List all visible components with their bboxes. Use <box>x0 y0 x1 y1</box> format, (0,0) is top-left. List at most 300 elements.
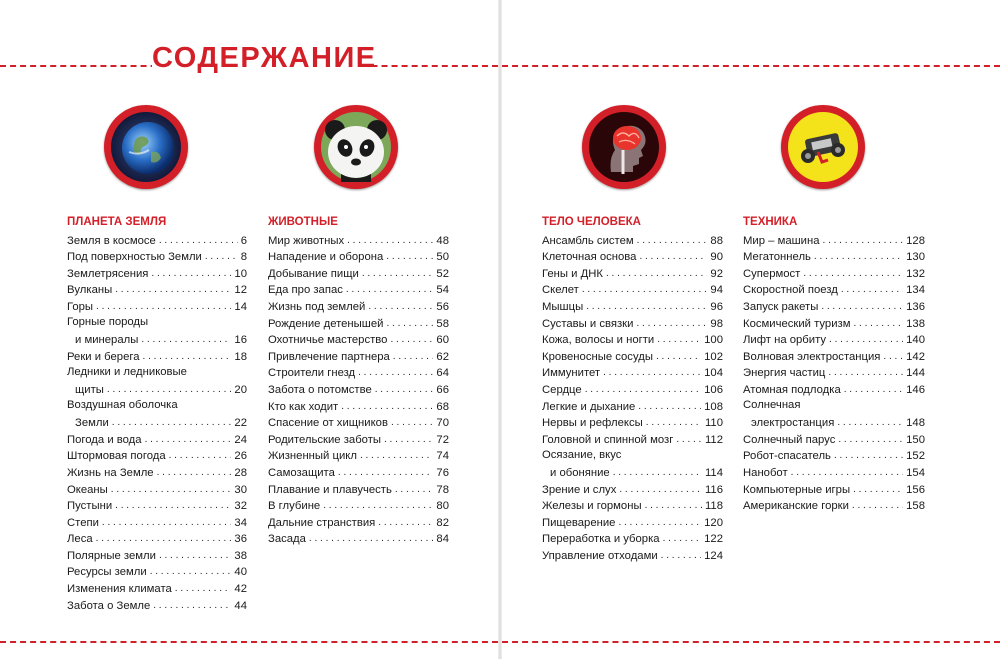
toc-entry <box>542 380 723 397</box>
leader-dots <box>378 516 433 530</box>
entry-title: Иммунитет <box>542 367 601 380</box>
entry-title: Самозащита <box>268 466 335 479</box>
leader-dots <box>112 416 232 430</box>
leader-dots <box>676 433 702 447</box>
leader-dots <box>205 250 238 264</box>
leader-dots <box>96 532 232 546</box>
page-number: 52 <box>436 267 449 280</box>
leader-dots <box>837 416 903 430</box>
toc-entry <box>67 364 247 397</box>
leader-dots <box>844 383 903 397</box>
page-number: 54 <box>436 284 449 297</box>
leader-dots <box>159 234 238 248</box>
leader-dots <box>107 383 232 397</box>
page-number: 68 <box>436 400 449 413</box>
page-number: 98 <box>710 317 723 330</box>
page-number: 114 <box>704 466 723 479</box>
page-number: 20 <box>234 383 247 396</box>
leader-dots <box>646 416 702 430</box>
page-number: 90 <box>710 251 723 264</box>
entry-title: Строители гнезд <box>268 367 356 380</box>
entry-title: Охотничье мастерство <box>268 334 388 347</box>
toc-entry <box>67 596 247 613</box>
entry-title: Плавание и плавучесть <box>268 483 392 496</box>
page-number: 104 <box>704 367 723 380</box>
page-number: 36 <box>234 533 247 546</box>
toc-entry <box>542 297 723 314</box>
leader-dots <box>390 333 433 347</box>
toc-entry <box>67 513 247 530</box>
page-number: 116 <box>704 483 723 496</box>
entry-title: Ресурсы земли <box>67 566 147 579</box>
entry-title: Леса <box>67 533 93 546</box>
toc-entry <box>268 380 449 397</box>
page-number: 152 <box>906 450 925 463</box>
toc-entry <box>743 264 925 281</box>
toc-entry <box>542 430 723 447</box>
entry-title: Ледники и ледниковые <box>67 365 187 378</box>
leader-dots <box>586 300 707 314</box>
page-title: СОДЕРЖАНИЕ <box>152 34 367 82</box>
entry-title: Энергия частиц <box>743 367 826 380</box>
leader-dots <box>368 300 433 314</box>
leader-dots <box>111 483 232 497</box>
entry-title: Солнечный парус <box>743 433 836 446</box>
toc-entry <box>743 314 925 331</box>
entry-title: Гены и ДНК <box>542 267 603 280</box>
entry-title-continued: и обоняние <box>550 466 610 479</box>
leader-dots <box>347 234 433 248</box>
leader-dots <box>656 350 701 364</box>
toc-entry <box>67 347 247 364</box>
toc-entry <box>743 497 925 514</box>
toc-entry <box>67 231 247 248</box>
toc-entry <box>542 281 723 298</box>
entry-title: Солнечная <box>743 398 801 411</box>
leader-dots <box>585 383 701 397</box>
leader-dots <box>618 516 701 530</box>
page-number: 34 <box>234 516 247 529</box>
toc-entry <box>743 364 925 381</box>
leader-dots <box>613 466 702 480</box>
page-number: 84 <box>436 533 449 546</box>
entry-title: Привлечение партнера <box>268 350 390 363</box>
page-number: 150 <box>906 433 925 446</box>
toc-entry <box>268 414 449 431</box>
page-number: 10 <box>234 267 247 280</box>
leader-dots <box>619 483 702 497</box>
page-number: 66 <box>436 383 449 396</box>
leader-dots <box>169 449 232 463</box>
page-number: 8 <box>240 251 247 264</box>
toc-entry <box>67 497 247 514</box>
toc-entry <box>268 347 449 364</box>
leader-dots <box>814 250 903 264</box>
leader-dots <box>606 267 707 281</box>
page-number: 38 <box>234 549 247 562</box>
page-number: 94 <box>710 284 723 297</box>
leader-dots <box>309 532 434 546</box>
toc-entry <box>542 513 723 530</box>
section-technology <box>743 215 925 513</box>
toc-entry <box>542 364 723 381</box>
entry-title: Лифт на орбиту <box>743 334 827 347</box>
leader-dots <box>603 366 701 380</box>
leader-dots <box>852 499 903 513</box>
toc-entry <box>268 430 449 447</box>
leader-dots <box>141 333 231 347</box>
leader-dots <box>638 400 701 414</box>
page-number: 44 <box>234 599 247 612</box>
entry-title: Переработка и уборка <box>542 533 660 546</box>
entry-title: Суставы и связки <box>542 317 634 330</box>
page-number: 64 <box>436 367 449 380</box>
header-dashed-line <box>0 65 1000 69</box>
page-number: 124 <box>704 549 723 562</box>
leader-dots <box>821 300 903 314</box>
toc-entry <box>268 364 449 381</box>
leader-dots <box>358 366 433 380</box>
toc-entry <box>268 264 449 281</box>
leader-dots <box>386 250 433 264</box>
entry-title: Засада <box>268 533 306 546</box>
leader-dots <box>838 433 903 447</box>
page-number: 154 <box>906 466 925 479</box>
entry-title: Американские горки <box>743 500 849 513</box>
toc-entry <box>268 497 449 514</box>
entry-title: Волновая электростанция <box>743 350 881 363</box>
entry-title: Добывание пищи <box>268 267 359 280</box>
entry-title: Жизнь под землей <box>268 300 366 313</box>
toc-entry <box>542 397 723 414</box>
leader-dots <box>362 267 434 281</box>
toc-entry <box>743 397 925 430</box>
toc-entry <box>67 281 247 298</box>
leader-dots <box>636 317 707 331</box>
leader-dots <box>375 383 434 397</box>
toc-entry <box>542 546 723 563</box>
section-heading: ЖИВОТНЫЕ <box>268 216 338 228</box>
entry-title: Забота о потомстве <box>268 383 372 396</box>
section-animals <box>268 215 449 546</box>
toc-entry <box>67 530 247 547</box>
leader-dots <box>96 300 231 314</box>
leader-dots <box>145 433 232 447</box>
toc-entry <box>542 480 723 497</box>
page-number: 130 <box>906 251 925 264</box>
entry-title: Скоростной поезд <box>743 284 838 297</box>
entry-title: Погода и вода <box>67 433 142 446</box>
entry-title: Под поверхностью Земли <box>67 251 202 264</box>
entry-title: Кровеносные сосуды <box>542 350 653 363</box>
section-heading: ТЕХНИКА <box>743 216 798 228</box>
entry-title: Компьютерные игры <box>743 483 851 496</box>
toc-entry <box>268 248 449 265</box>
page-number: 120 <box>704 516 723 529</box>
entry-title: Железы и гормоны <box>542 500 642 513</box>
page-number: 14 <box>234 300 247 313</box>
page-number: 72 <box>436 433 449 446</box>
page-number: 108 <box>704 400 723 413</box>
page-number: 128 <box>906 234 925 247</box>
entry-title: Степи <box>67 516 99 529</box>
footer-dashed-line <box>0 641 1000 645</box>
toc-entry <box>67 297 247 314</box>
toc-entry <box>268 331 449 348</box>
entry-title: Нервы и рефлексы <box>542 417 643 430</box>
page-number: 92 <box>710 267 723 280</box>
toc-entry <box>268 447 449 464</box>
toc-entry <box>268 314 449 331</box>
leader-dots <box>102 516 232 530</box>
toc-entry <box>67 264 247 281</box>
toc-entry <box>268 297 449 314</box>
leader-dots <box>338 466 434 480</box>
leader-dots <box>841 283 903 297</box>
toc-entry <box>67 463 247 480</box>
page-number: 102 <box>704 350 723 363</box>
entry-title-continued: Земли <box>75 417 109 430</box>
entry-title: Робот-спасатель <box>743 450 831 463</box>
entry-title: Нападение и оборона <box>268 251 384 264</box>
leader-dots <box>115 283 231 297</box>
section-heading: ТЕЛО ЧЕЛОВЕКА <box>542 216 641 228</box>
section-human-body <box>542 215 723 563</box>
leader-dots <box>823 234 904 248</box>
page-number: 134 <box>906 284 925 297</box>
toc-entry <box>67 447 247 464</box>
toc-entry <box>542 497 723 514</box>
entry-title: Мир – машина <box>743 234 820 247</box>
toc-entry <box>542 248 723 265</box>
page-number: 78 <box>436 483 449 496</box>
leader-dots <box>153 599 231 613</box>
entry-title: Кто как ходит <box>268 400 339 413</box>
toc-entry <box>743 463 925 480</box>
leader-dots <box>829 333 903 347</box>
toc-entry <box>743 231 925 248</box>
leader-dots <box>150 565 232 579</box>
page-number: 106 <box>704 383 723 396</box>
entry-title: Жизнь на Земле <box>67 466 154 479</box>
toc-entry <box>743 447 925 464</box>
page-number: 18 <box>234 350 247 363</box>
leader-dots <box>645 499 702 513</box>
leader-dots <box>115 499 231 513</box>
page-number: 6 <box>240 234 247 247</box>
entry-title: Еда про запас <box>268 284 343 297</box>
toc-entry <box>743 430 925 447</box>
page-number: 12 <box>234 284 247 297</box>
entry-title: Мегатоннель <box>743 251 811 264</box>
page-number: 82 <box>436 516 449 529</box>
page-number: 122 <box>704 533 723 546</box>
toc-entry <box>268 513 449 530</box>
page-number: 32 <box>234 500 247 513</box>
leader-dots <box>828 366 903 380</box>
leader-dots <box>637 234 708 248</box>
entry-title: Дальние странствия <box>268 516 376 529</box>
entry-title: Космический туризм <box>743 317 851 330</box>
leader-dots <box>323 499 433 513</box>
entry-title: Родительские заботы <box>268 433 381 446</box>
entry-title: Океаны <box>67 483 108 496</box>
entry-title: Ансамбль систем <box>542 234 634 247</box>
entry-title: Мышцы <box>542 300 584 313</box>
leader-dots <box>803 267 903 281</box>
toc-entry <box>268 231 449 248</box>
entry-title: Полярные земли <box>67 549 156 562</box>
leader-dots <box>391 416 433 430</box>
entry-title: Жизненный цикл <box>268 450 357 463</box>
leader-dots <box>639 250 707 264</box>
earth-image <box>104 105 188 189</box>
toc-entry <box>743 331 925 348</box>
page-number: 140 <box>906 334 925 347</box>
entry-title: Нанобот <box>743 466 788 479</box>
entry-title: Пустыни <box>67 500 113 513</box>
leader-dots <box>386 317 433 331</box>
page-number: 110 <box>704 417 723 430</box>
entry-title: Легкие и дыхание <box>542 400 636 413</box>
page-number: 24 <box>234 433 247 446</box>
panda-image <box>314 105 398 189</box>
page-number: 60 <box>436 334 449 347</box>
book-spine <box>498 0 502 659</box>
page-number: 62 <box>436 350 449 363</box>
page-number: 142 <box>906 350 925 363</box>
entry-title: Запуск ракеты <box>743 300 819 313</box>
page-number: 118 <box>704 500 723 513</box>
entry-title: Мир животных <box>268 234 345 247</box>
page-number: 58 <box>436 317 449 330</box>
leader-dots <box>791 466 903 480</box>
page-number: 156 <box>906 483 925 496</box>
leader-dots <box>582 283 708 297</box>
page-number: 56 <box>436 300 449 313</box>
entry-title: Реки и берега <box>67 350 140 363</box>
entry-title: Горы <box>67 300 94 313</box>
entry-title: Супермост <box>743 267 801 280</box>
entry-title: Головной и спинной мозг <box>542 433 674 446</box>
leader-dots <box>384 433 433 447</box>
leader-dots <box>346 283 434 297</box>
entry-title: Вулканы <box>67 284 113 297</box>
entry-title: Изменения климата <box>67 583 172 596</box>
entry-title-continued: электростанция <box>751 417 835 430</box>
page-number: 22 <box>234 417 247 430</box>
leader-dots <box>341 400 433 414</box>
leader-dots <box>151 267 231 281</box>
entry-title: Атомная подлодка <box>743 383 841 396</box>
entry-title: Управление отходами <box>542 549 658 562</box>
leader-dots <box>393 350 434 364</box>
entry-title-continued: щиты <box>75 383 104 396</box>
page-number: 144 <box>906 367 925 380</box>
section-heading: ПЛАНЕТА ЗЕМЛЯ <box>67 216 167 228</box>
section-planet-earth <box>67 215 247 613</box>
leader-dots <box>143 350 232 364</box>
toc-entry <box>67 563 247 580</box>
page-number: 70 <box>436 417 449 430</box>
toc-entry <box>67 430 247 447</box>
page-number: 26 <box>234 450 247 463</box>
toc-entry <box>542 414 723 431</box>
entry-title: Горные породы <box>67 315 149 328</box>
page-number: 100 <box>704 334 723 347</box>
toc-entry <box>542 231 723 248</box>
toc-entry <box>268 530 449 547</box>
entry-title: Земля в космосе <box>67 234 156 247</box>
entry-title: Забота о Земле <box>67 599 151 612</box>
toc-entry <box>542 447 723 480</box>
leader-dots <box>175 582 232 596</box>
toc-entry <box>67 579 247 596</box>
leader-dots <box>157 466 232 480</box>
brain-xray-image <box>582 105 666 189</box>
entry-title: Пищеварение <box>542 516 616 529</box>
toc-entry <box>67 397 247 430</box>
entry-title: Клеточная основа <box>542 251 637 264</box>
entry-title: Сердце <box>542 383 582 396</box>
page-number: 50 <box>436 251 449 264</box>
page-number: 112 <box>704 433 723 446</box>
leader-dots <box>663 532 702 546</box>
toc-entry <box>542 347 723 364</box>
toc-entry <box>268 480 449 497</box>
toc-entry <box>67 546 247 563</box>
entry-title: Зрение и слух <box>542 483 617 496</box>
entry-title: Воздушная оболочка <box>67 398 178 411</box>
toc-entry <box>67 248 247 265</box>
toc-entry <box>67 480 247 497</box>
page-number: 48 <box>436 234 449 247</box>
toc-entry <box>743 281 925 298</box>
leader-dots <box>395 483 434 497</box>
toc-entry <box>743 480 925 497</box>
toc-entry <box>743 248 925 265</box>
toc-entry <box>743 380 925 397</box>
toc-entry <box>268 397 449 414</box>
page-number: 28 <box>234 466 247 479</box>
entry-title: Кожа, волосы и ногти <box>542 334 655 347</box>
entry-title: Осязание, вкус <box>542 448 622 461</box>
toc-entry <box>542 331 723 348</box>
leader-dots <box>883 350 903 364</box>
page-number: 40 <box>234 566 247 579</box>
page-number: 42 <box>234 583 247 596</box>
page-number: 30 <box>234 483 247 496</box>
page-number: 158 <box>906 500 925 513</box>
toc-entry <box>542 264 723 281</box>
leader-dots <box>853 483 903 497</box>
leader-dots <box>661 549 701 563</box>
entry-title: Штормовая погода <box>67 450 166 463</box>
toc-entry <box>743 297 925 314</box>
robot-vehicle-image <box>781 105 865 189</box>
leader-dots <box>834 449 903 463</box>
entry-title: В глубине <box>268 500 321 513</box>
page-number: 96 <box>710 300 723 313</box>
leader-dots <box>360 449 433 463</box>
toc-entry <box>743 347 925 364</box>
page-number: 146 <box>906 383 925 396</box>
entry-title-continued: и минералы <box>75 334 139 347</box>
page-number: 16 <box>234 334 247 347</box>
toc-entry <box>268 463 449 480</box>
page-number: 80 <box>436 500 449 513</box>
page-number: 132 <box>906 267 925 280</box>
